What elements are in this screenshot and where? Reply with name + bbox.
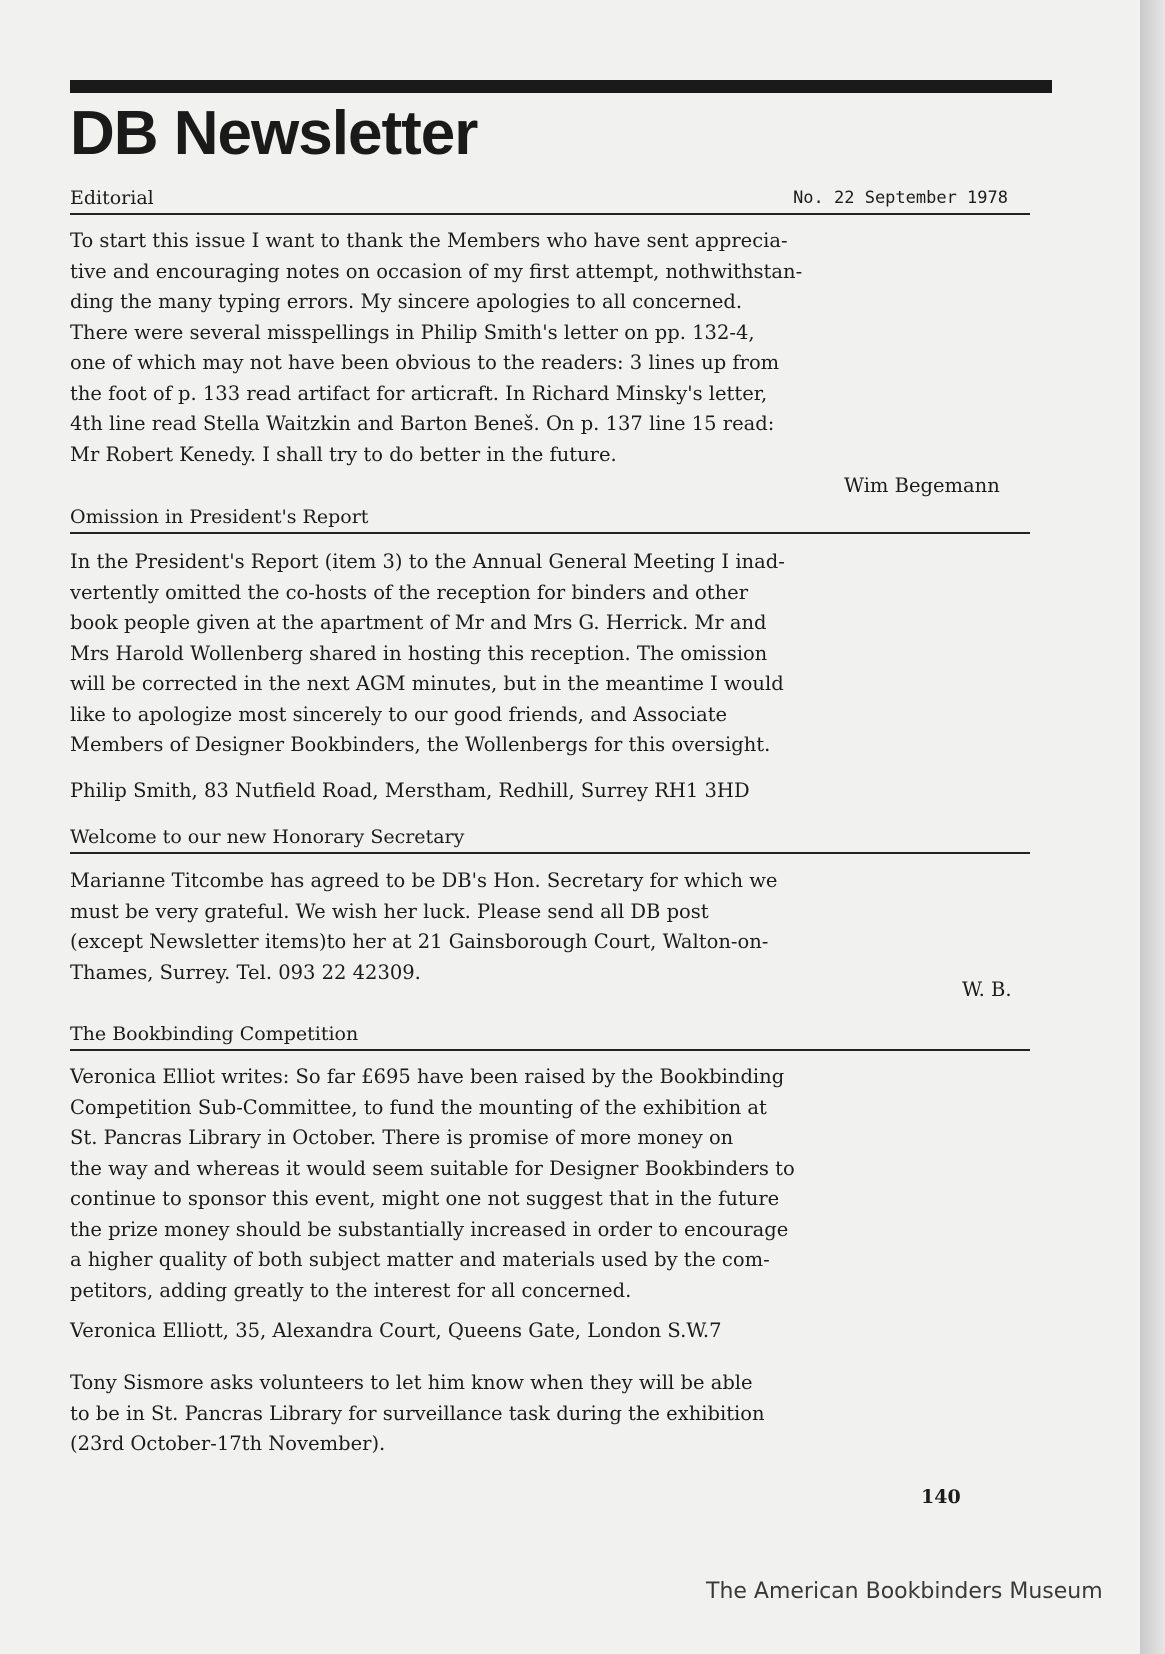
editorial-heading: Editorial [70,187,154,209]
editorial-heading-row [70,186,1030,215]
secretary-signature: W. B. [962,978,1012,1001]
page-number: 140 [921,1486,961,1508]
omission-heading: Omission in President's Report [70,505,1030,534]
competition-heading: The Bookbinding Competition [70,1022,1030,1051]
masthead-title: DB Newsletter [70,99,478,168]
masthead-rule [70,80,1052,93]
competition-body: Veronica Elliot writes: So far £695 have been raised by the Bookbinding Competition Sub-Committee, to fund the mounting of the exhibition at St. Pancras Library in October. There is promise of more money on the way and whereas it would seem suitable for Designer Bookbinders to continue to sponsor this event, might one not suggest that in the future the prize money should be substantially increased in order to encourage a higher quality of both subject matter and materials used by the com- petitors, adding greatly to the interest for all concerned. [70,1065,795,1302]
competition-address: Veronica Elliott, 35, Alexandra Court, Queens Gate, London S.W.7 [70,1319,722,1342]
volunteers-note: Tony Sismore asks volunteers to let him know when they will be able to be in St. Pancras Library for surveillance task during the exhibition (23rd October-17th November). [70,1371,765,1455]
secretary-heading: Welcome to our new Honorary Secretary [70,825,1030,854]
editorial-signature: Wim Begemann [844,474,1000,497]
issue-info: No. 22 September 1978 [793,188,1008,208]
museum-watermark: The American Bookbinders Museum [706,1579,1103,1604]
editorial-body: To start this issue I want to thank the Members who have sent apprecia- tive and encouraging notes on occasion of my first attempt, nothwithstan- ding the many typing errors. My sincere apologies to all concerned. There were several misspellings in Philip Smith's letter on pp. 132-4, one of which may not have been obvious to the readers: 3 lines up from the foot of p. 133 read artifact for articraft. In Richard Minsky's letter, 4th line read Stella Waitzkin and Barton Beneš. On p. 137 line 15 read: Mr Robert Kenedy. I shall try to do better in the future. [70,229,803,466]
secretary-body: Marianne Titcombe has agreed to be DB's Hon. Secretary for which we must be very grateful. We wish her luck. Please send all DB post (except Newsletter items)to her at 21 Gainsborough Court, Walton-on- Thames, Surrey. Tel. 093 22 42309. [70,869,778,984]
omission-body: In the President's Report (item 3) to the Annual General Meeting I inad- vertently omitted the co-hosts of the reception for binders and other book people given at the apartment of Mr and Mrs G. Herrick. Mr and Mrs Harold Wollenberg shared in hosting this reception. The omission will be corrected in the next AGM minutes, but in the meantime I would like to apologize most sincerely to our good friends, and Associate Members of Designer Bookbinders, the Wollenbergs for this oversight. [70,550,785,756]
omission-address: Philip Smith, 83 Nutfield Road, Merstham, Redhill, Surrey RH1 3HD [70,779,750,802]
page-edge [1140,0,1165,1654]
